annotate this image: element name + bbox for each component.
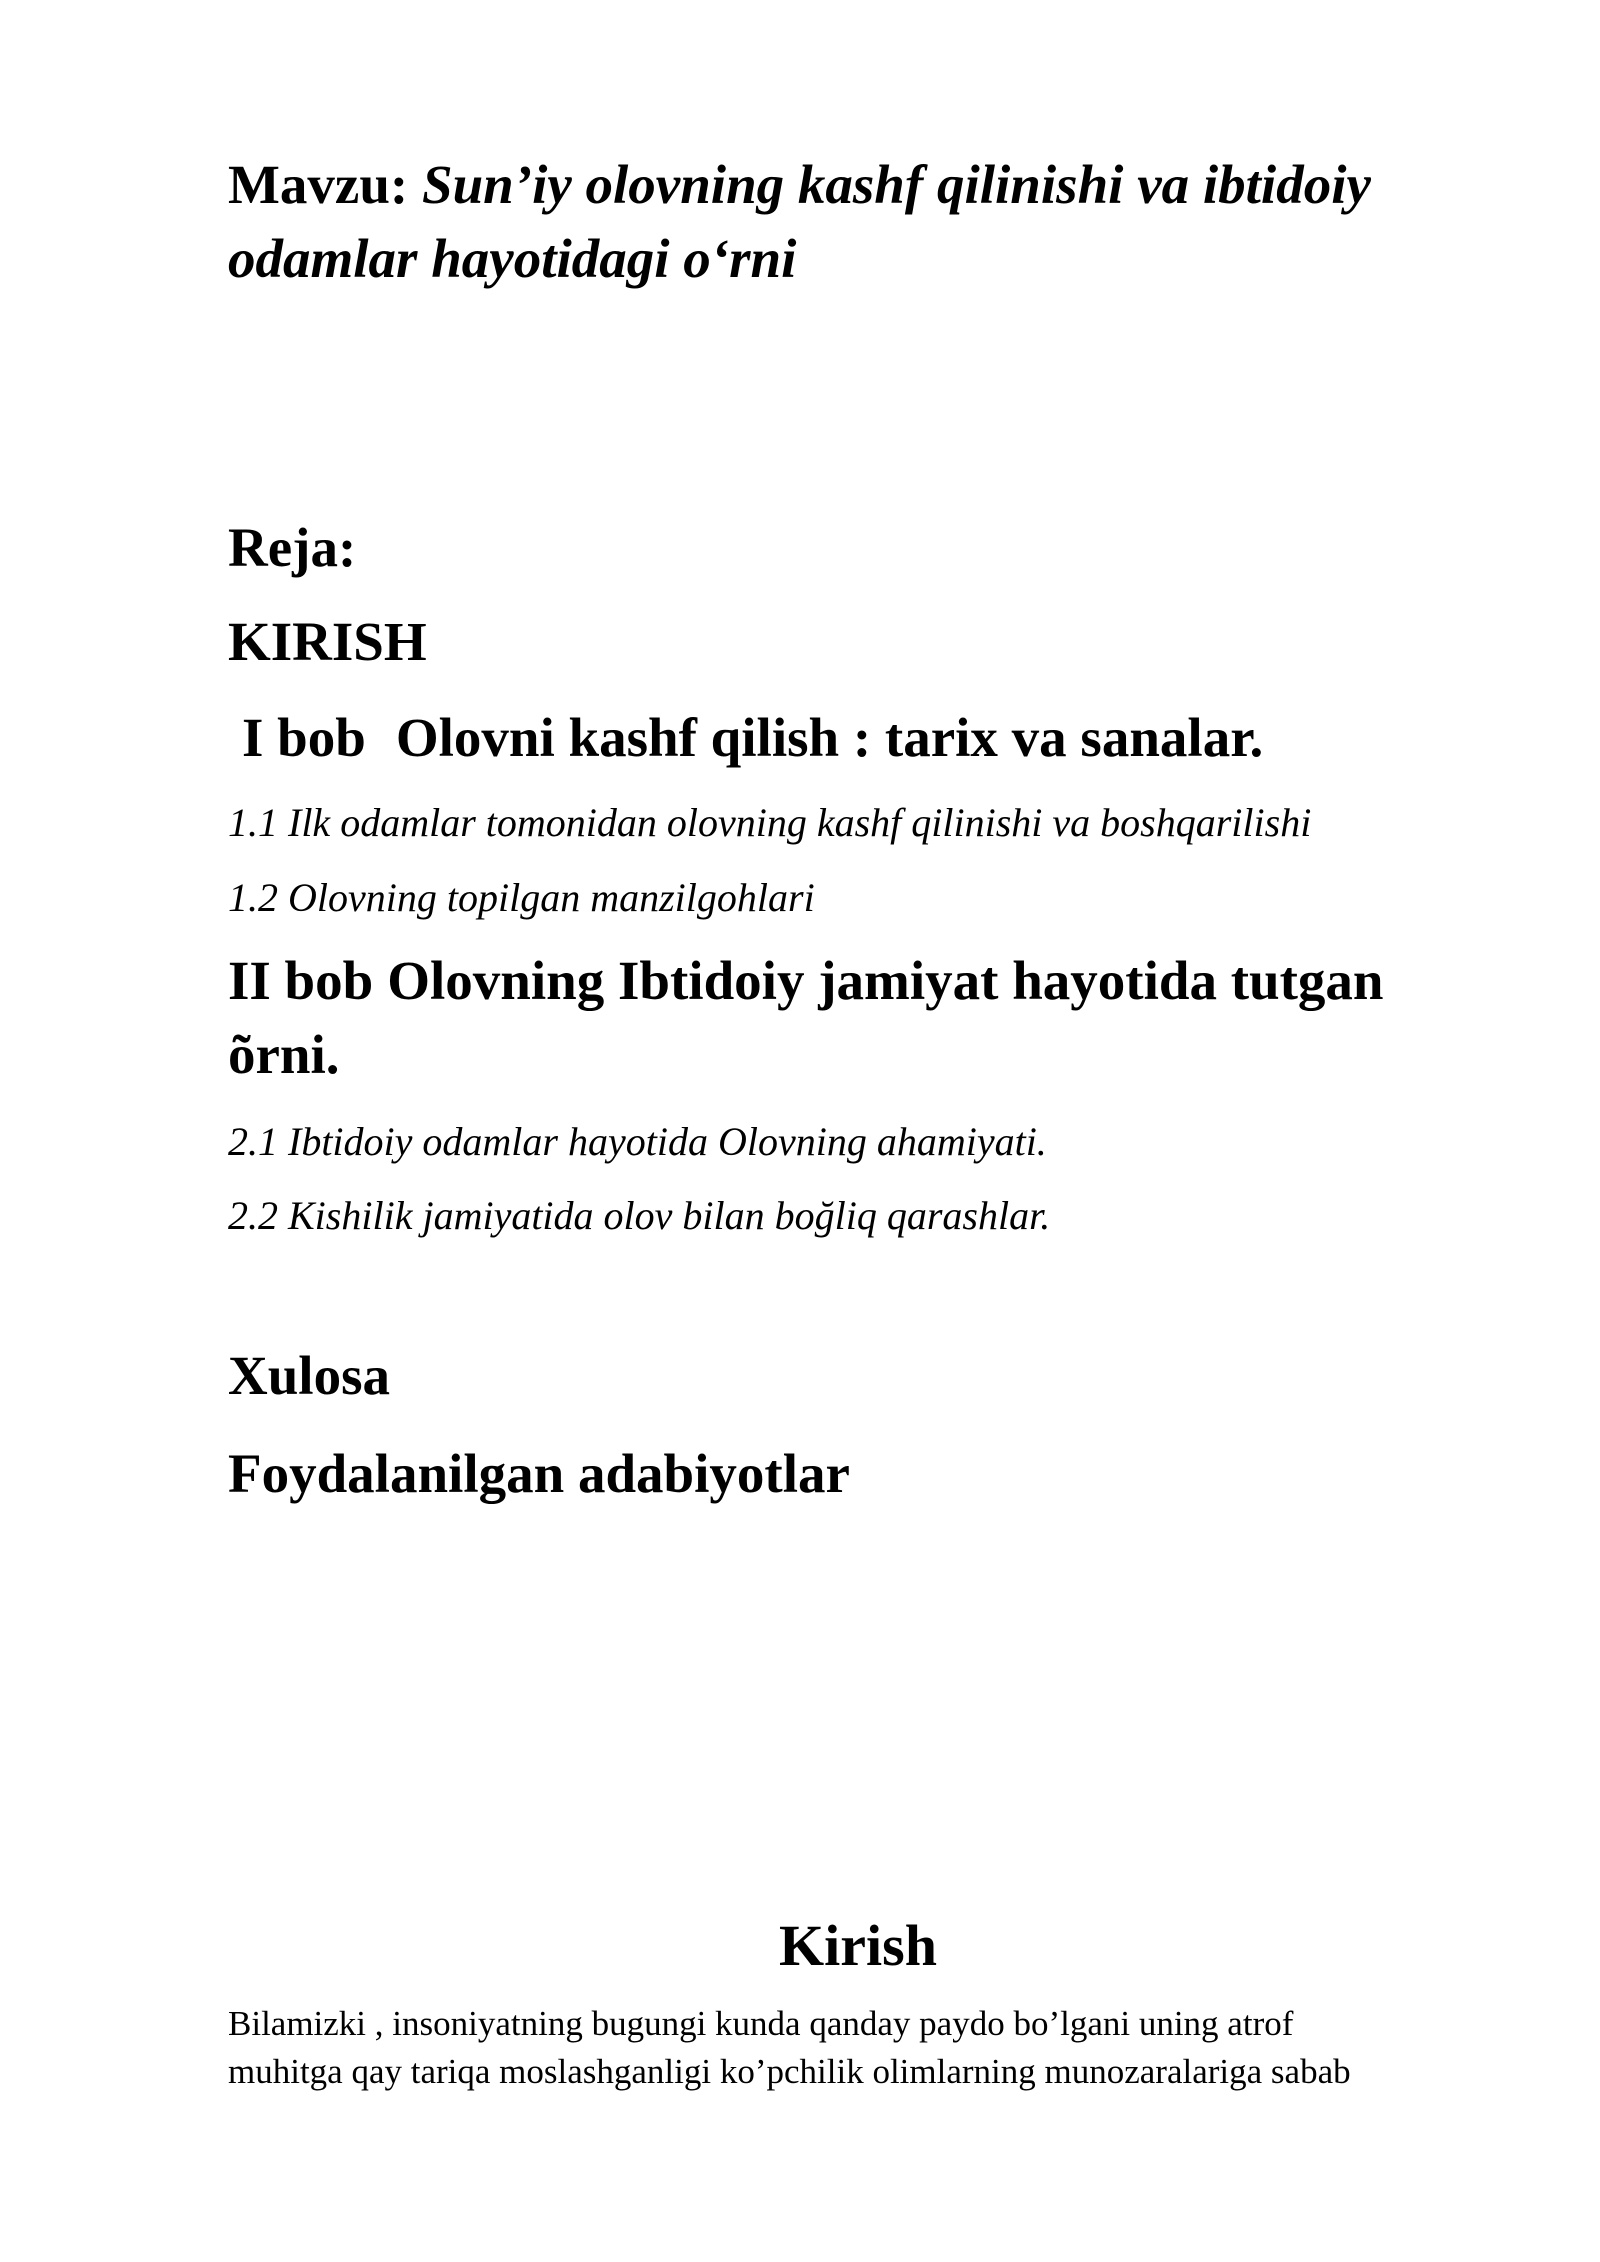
toc-intro: KIRISH (228, 611, 427, 672)
paragraph-line-2: muhitga qay tariqa moslashganligi ko’pchilik olimlarning munozaralariga sabab (228, 2052, 1351, 2091)
toc-section-2-2: 2.2 Kishilik jamiyatida olov bilan boğliq qarashlar. (228, 1193, 1051, 1238)
toc-references: Foydalanilgan adabiyotlar (228, 1443, 850, 1504)
toc-chapter-1 (228, 702, 1508, 774)
toc-chapter-2 (228, 944, 1508, 1092)
chapter-2-number: II bob (228, 950, 374, 1011)
paragraph-line-1: Bilamizki , insoniyatning bugungi kunda qanday paydo bo’lgani uning atrof (228, 2004, 1294, 2043)
document-title (228, 148, 1508, 296)
title-text-line1: Sun’iy olovning kashf qilinishi va ibtidoiy (421, 154, 1371, 215)
chapter-1-title: Olovni kashf qilish : tarix va sanalar. (395, 707, 1264, 768)
toc-section-1-1: 1.1 Ilk odamlar tomonidan olovning kashf qilinishi va boshqarilishi (228, 800, 1312, 845)
toc-conclusion: Xulosa (228, 1345, 390, 1406)
toc-section-2-1: 2.1 Ibtidoiy odamlar hayotida Olovning ahamiyati. (228, 1119, 1047, 1164)
title-label: Mavzu: (228, 154, 409, 215)
introduction-heading: Kirish (779, 1913, 937, 1978)
plan-heading: Reja: (228, 517, 357, 578)
chapter-1-number: I bob (242, 707, 366, 768)
introduction-paragraph (228, 2000, 1488, 2096)
chapter-2-title-line1: Olovning Ibtidoiy jamiyat hayotida tutgan (387, 950, 1384, 1011)
toc-section-1-2: 1.2 Olovning topilgan manzilgohlari (228, 875, 815, 920)
title-text-line2: odamlar hayotidagi o‘rni (228, 228, 797, 289)
chapter-2-title-line2: õrni. (228, 1024, 340, 1085)
